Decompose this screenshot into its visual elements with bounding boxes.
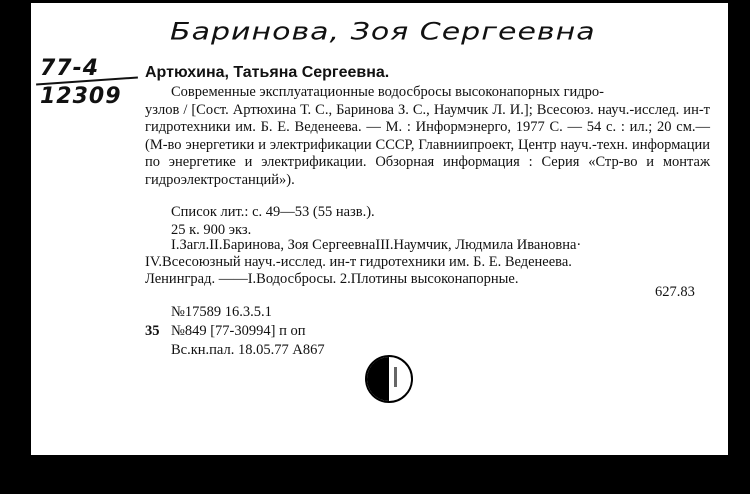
classification-number: 627.83 [655, 284, 695, 300]
card-punch-hole [365, 355, 413, 403]
registry-line-3: Вс.кн.пал. 18.05.77 А867 [171, 342, 325, 358]
author-heading: Артюхина, Татьяна Сергеевна. [145, 64, 390, 81]
handwritten-code-bottom: 12309 [40, 84, 122, 109]
bibliographic-description [145, 84, 710, 190]
description-rest: узлов / [Сост. Артюхина Т. С., Баринова З. С., Наумчик Л. И.]; Всесоюз. науч.-исслед. ин-т гидротехники им. Б. Е. Веденеева. — М. : Информэнерго, 1977 С. — 54 с. : ил.; 20 см.— (М-во энергетики и электрификации СССР, Главниипроект, Центр науч.-техн. информации по энергетике и электрификации. Обзорная информация : Серия «Стр-во и монтаж гидроэлектростанций»). [145, 101, 710, 188]
tracings [145, 237, 707, 288]
scan-border-right [728, 0, 750, 494]
registry-line-1: №17589 16.3.5.1 [171, 304, 272, 320]
bibliography-note: Список лит.: с. 49—53 (55 назв.). [171, 204, 375, 220]
registry-number: 35 [145, 323, 160, 339]
handwritten-name: Баринова, Зоя Сергеевна [170, 18, 596, 46]
scan-border-left [0, 0, 31, 494]
registry-line-2: №849 [77-30994] п оп [171, 323, 306, 339]
tracings-line-3: Ленинград. ——I.Водосбросы. 2.Плотины высоконапорные. [145, 271, 519, 287]
description-line-1: Современные эксплуатационные водосбросы высоконапорных гидро- [171, 84, 604, 100]
price-copies-note: 25 к. 900 экз. [171, 222, 252, 238]
handwritten-code-top: 77-4 [40, 56, 100, 81]
scan-border-bottom [0, 455, 750, 494]
tracings-line-2: IV.Всесоюзный науч.-исслед. ин-т гидротехники им. Б. Е. Веденеева. [145, 254, 572, 270]
tracings-line-1: I.Загл.II.Баринова, Зоя СергеевнаIII.Наумчик, Людмила Ивановна· [171, 237, 582, 253]
